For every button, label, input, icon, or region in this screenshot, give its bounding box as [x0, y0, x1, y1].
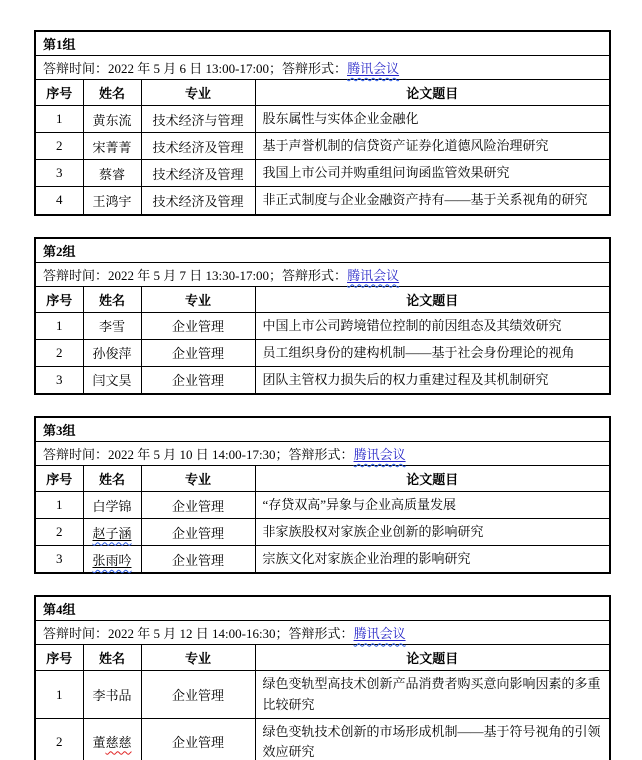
group-schedule: [35, 262, 610, 286]
student-row: [35, 106, 610, 133]
serial-number: 2: [35, 519, 83, 546]
column-header: 专业: [141, 645, 255, 671]
thesis-title: 非正式制度与企业金融资产持有——基于关系视角的研究: [255, 187, 610, 215]
tencent-meeting-link-text[interactable]: 腾讯会议: [347, 61, 400, 76]
tencent-meeting-link-text[interactable]: 腾讯会议: [353, 446, 406, 462]
group-title: 第2组: [35, 238, 610, 263]
thesis-title: 基于声誉机制的信贷资产证券化道德风险治理研究: [255, 133, 610, 160]
major: 技术经济与管理: [141, 106, 255, 133]
student-name-cell: [83, 718, 141, 760]
student-name-cell: [83, 106, 141, 133]
thesis-title: 绿色变轨技术创新的市场形成机制——基于符号视角的引领效应研究: [255, 718, 610, 760]
group-title: 第3组: [35, 417, 610, 442]
student-name: 李书品: [92, 688, 132, 704]
major: 企业管理: [141, 519, 255, 546]
student-name-cell: [83, 133, 141, 160]
thesis-title: 宗族文化对家族企业治理的影响研究: [255, 546, 610, 574]
column-header: 专业: [141, 286, 255, 312]
serial-number: 1: [35, 491, 83, 518]
thesis-title: 中国上市公司跨境错位控制的前因组态及其绩效研究: [255, 312, 610, 339]
tencent-meeting-link-text[interactable]: 腾讯会议: [347, 267, 400, 283]
student-row: [35, 187, 610, 215]
serial-number: 3: [35, 160, 83, 187]
major: 技术经济及管理: [141, 160, 255, 187]
thesis-title: 团队主管权力损失后的权力重建过程及其机制研究: [255, 366, 610, 394]
defense-group-table: [34, 30, 611, 216]
student-name-marked: 慈慈: [105, 735, 132, 751]
defense-group-table: [34, 416, 611, 574]
group-schedule: [35, 56, 610, 80]
student-row: [35, 491, 610, 518]
serial-number: 3: [35, 546, 83, 574]
defense-group-table: [34, 595, 611, 760]
serial-number: 4: [35, 187, 83, 215]
column-header: 论文题目: [255, 465, 610, 491]
major: 企业管理: [141, 366, 255, 394]
schedule-text: 答辩时间：2022 年 5 月 10 日 14:00-17:30；答辩形式：: [43, 446, 354, 462]
tencent-meeting-link[interactable]: [354, 626, 406, 641]
student-name-text: 张雨吟: [92, 552, 132, 568]
student-row: [35, 718, 610, 760]
column-header: 专业: [141, 80, 255, 106]
column-header: 专业: [141, 465, 255, 491]
group-title: 第4组: [35, 596, 610, 621]
student-row: [35, 519, 610, 546]
tencent-meeting-link-text[interactable]: 腾讯会议: [353, 626, 406, 642]
column-header: 序号: [35, 465, 83, 491]
student-row: [35, 339, 610, 366]
student-name: 董慈慈: [92, 735, 132, 751]
group-schedule: [35, 621, 610, 645]
thesis-title: “存贷双高”异象与企业高质量发展: [255, 491, 610, 518]
thesis-title: 我国上市公司并购重组问询函监管效果研究: [255, 160, 610, 187]
serial-number: 3: [35, 366, 83, 394]
tencent-meeting-link[interactable]: [354, 447, 406, 462]
student-name-cell: [83, 339, 141, 366]
student-row: [35, 546, 610, 574]
major: 技术经济及管理: [141, 133, 255, 160]
column-header: 序号: [35, 645, 83, 671]
student-name-text: 赵子涵: [92, 525, 132, 541]
major: 企业管理: [141, 546, 255, 574]
student-row: [35, 160, 610, 187]
student-name: 李雪: [98, 319, 125, 335]
tencent-meeting-link[interactable]: [347, 268, 399, 283]
column-header: 论文题目: [255, 80, 610, 106]
column-header: 论文题目: [255, 286, 610, 312]
student-row: [35, 133, 610, 160]
student-name-cell: [83, 187, 141, 215]
student-name: 宋菁菁: [92, 139, 132, 155]
column-header: 姓名: [83, 645, 141, 671]
student-name-cell: [83, 366, 141, 394]
student-name: 黄东流: [92, 112, 132, 128]
serial-number: 2: [35, 133, 83, 160]
student-name: 王鸿宇: [92, 193, 132, 209]
column-header: 姓名: [83, 286, 141, 312]
thesis-title: 绿色变轨型高技术创新产品消费者购买意向影响因素的多重比较研究: [255, 671, 610, 718]
student-row: [35, 366, 610, 394]
defense-group-table: [34, 237, 611, 395]
student-name: 蔡睿: [98, 166, 125, 182]
schedule-text: 答辩时间：2022 年 5 月 12 日 14:00-16:30；答辩形式：: [43, 626, 354, 642]
major: 企业管理: [141, 491, 255, 518]
student-name-cell: [83, 312, 141, 339]
thesis-title: 员工组织身份的建构机制——基于社会身份理论的视角: [255, 339, 610, 366]
major: 企业管理: [141, 312, 255, 339]
student-row: [35, 312, 610, 339]
serial-number: 2: [35, 339, 83, 366]
student-name: [92, 553, 131, 568]
student-name-cell: [83, 491, 141, 518]
major: 企业管理: [141, 671, 255, 718]
student-name: [92, 526, 131, 541]
serial-number: 1: [35, 671, 83, 718]
student-name: 闫文昊: [92, 373, 132, 389]
column-header: 姓名: [83, 465, 141, 491]
column-header: 序号: [35, 80, 83, 106]
group-schedule: [35, 441, 610, 465]
tencent-meeting-link[interactable]: [347, 61, 399, 76]
serial-number: 1: [35, 106, 83, 133]
group-title: 第1组: [35, 31, 610, 56]
thesis-title: 非家族股权对家族企业创新的影响研究: [255, 519, 610, 546]
major: 技术经济及管理: [141, 187, 255, 215]
schedule-text: 答辩时间：2022 年 5 月 7 日 13:30-17:00；答辩形式：: [43, 267, 348, 283]
column-header: 论文题目: [255, 645, 610, 671]
student-name-cell: [83, 546, 141, 574]
student-name: 孙俊萍: [92, 346, 132, 362]
column-header: 序号: [35, 286, 83, 312]
student-name-cell: [83, 671, 141, 718]
serial-number: 1: [35, 312, 83, 339]
student-name: 白学锦: [92, 498, 132, 514]
serial-number: 2: [35, 718, 83, 760]
major: 企业管理: [141, 718, 255, 760]
column-header: 姓名: [83, 80, 141, 106]
major: 企业管理: [141, 339, 255, 366]
schedule-text: 答辩时间：2022 年 5 月 6 日 13:00-17:00；答辩形式：: [43, 61, 348, 76]
thesis-title: 股东属性与实体企业金融化: [255, 106, 610, 133]
student-name-cell: [83, 519, 141, 546]
student-name-cell: [83, 160, 141, 187]
student-row: [35, 671, 610, 718]
